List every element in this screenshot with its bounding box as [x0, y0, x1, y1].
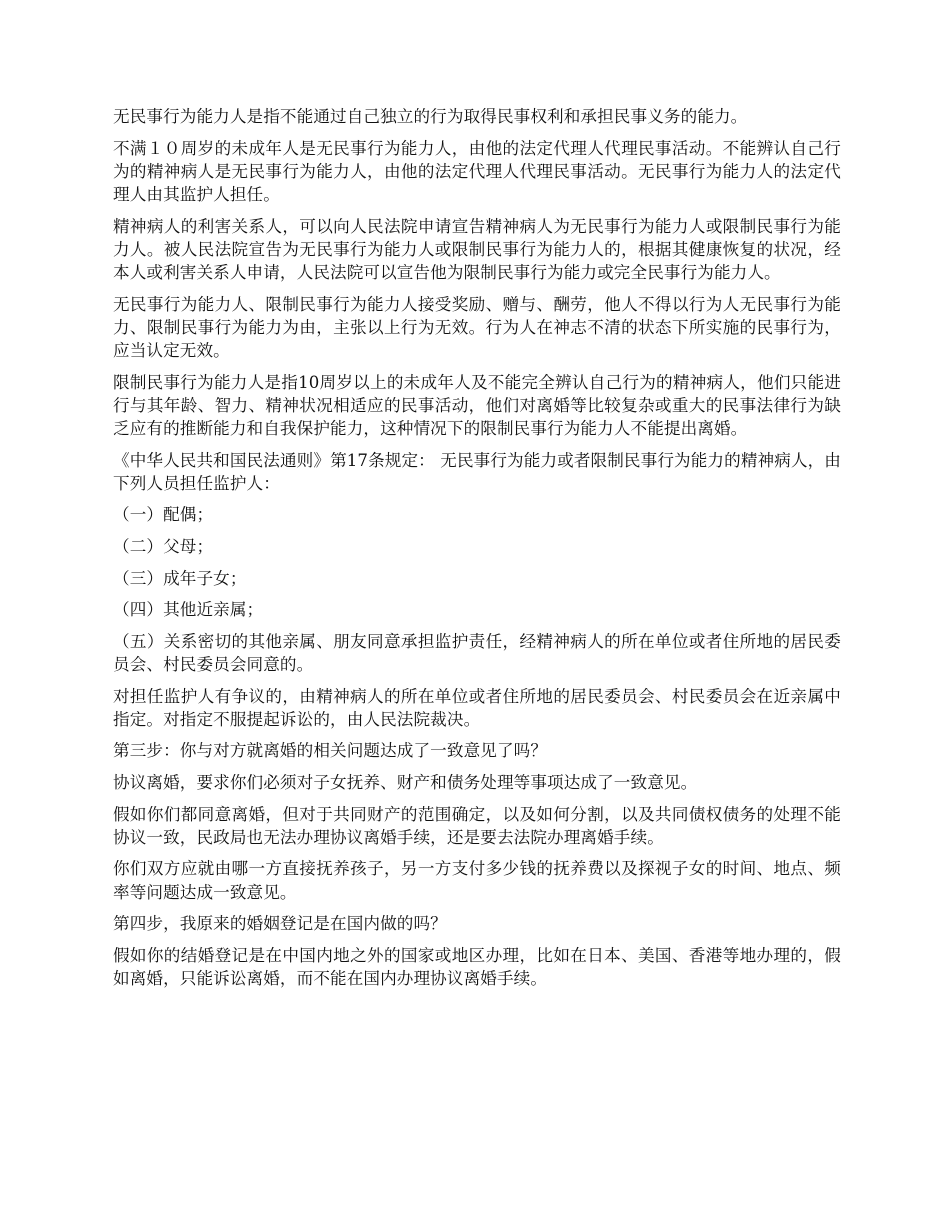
paragraph-article-17: 《中华人民共和国民法通则》第17条规定： 无民事行为能力或者限制民事行为能力的精神病人，由下列人员担任监护人： [113, 450, 841, 493]
paragraph-rewards: 无民事行为能力人、限制民事行为能力人接受奖励、赠与、酬劳，他人不得以行为人无民事行为能力、限制民事行为能力为由，主张以上行为无效。行为人在神志不清的状态下所实施的民事行为，应当认定无效。 [113, 294, 841, 360]
paragraph-foreign-registration: 假如你的结婚登记是在中国内地之外的国家或地区办理，比如在日本、美国、香港等地办理的，假如离婚，只能诉讼离婚，而不能在国内办理协议离婚手续。 [113, 945, 841, 988]
heading-step-three: 第三步：你与对方就离婚的相关问题达成了一致意见了吗？ [113, 741, 548, 761]
paragraph-definition: 无民事行为能力人是指不能通过自己独立的行为取得民事权利和承担民事义务的能力。 [113, 107, 748, 126]
list-item-close-relatives: （四）其他近亲属； [113, 600, 264, 620]
heading-step-four: 第四步，我原来的婚姻登记是在国内做的吗？ [113, 914, 447, 934]
paragraph-child-custody: 你们双方应就由哪一方直接抚养孩子，另一方支付多少钱的抚养费以及探视子女的时间、地点、频率等问题达成一致意见。 [113, 859, 841, 902]
paragraph-court-declaration: 精神病人的利害关系人，可以向人民法院申请宣告精神病人为无民事行为能力人或限制民事行为能力人。被人民法院宣告为无民事行为能力人或限制民事行为能力人的，根据其健康恢复的状况，经本人或利害关系人申请，人民法院可以宣告他为限制民事行为能力或完全民事行为能力人。 [113, 216, 841, 282]
list-item-spouse: （一）配偶； [113, 505, 214, 525]
list-item-parents: （二）父母； [113, 536, 214, 556]
paragraph-limited-capacity: 限制民事行为能力人是指10周岁以上的未成年人及不能完全辨认自己行为的精神病人，他们只能进行与其年龄、智力、精神状况相适应的民事活动，他们对离婚等比较复杂或重大的民事法律行为缺乏应有的推断能力和自我保护能力，这种情况下的限制民事行为能力人不能提出离婚。 [113, 372, 841, 438]
paragraph-guardian-dispute: 对担任监护人有争议的，由精神病人的所在单位或者住所地的居民委员会、村民委员会在近亲属中指定。对指定不服提起诉讼的，由人民法院裁决。 [113, 686, 841, 729]
list-item-other-relatives-friends: （五）关系密切的其他亲属、朋友同意承担监护责任，经精神病人的所在单位或者住所地的居民委员会、村民委员会同意的。 [113, 631, 841, 674]
paragraph-agreement-required: 协议离婚，要求你们必须对子女抚养、财产和债务处理等事项达成了一致意见。 [113, 772, 698, 792]
paragraph-under-ten: 不满１０周岁的未成年人是无民事行为能力人，由他的法定代理人代理民事活动。不能辨认自己行为的精神病人是无民事行为能力人，由他的法定代理人代理民事活动。无民事行为能力人的法定代理人由其监护人担任。 [113, 138, 841, 204]
document-page [113, 105, 841, 999]
list-item-adult-children: （三）成年子女； [113, 568, 247, 588]
paragraph-property-division: 假如你们都同意离婚，但对于共同财产的范围确定，以及如何分割，以及共同债权债务的处理不能协议一致，民政局也无法办理协议离婚手续，还是要去法院办理离婚手续。 [113, 804, 841, 847]
